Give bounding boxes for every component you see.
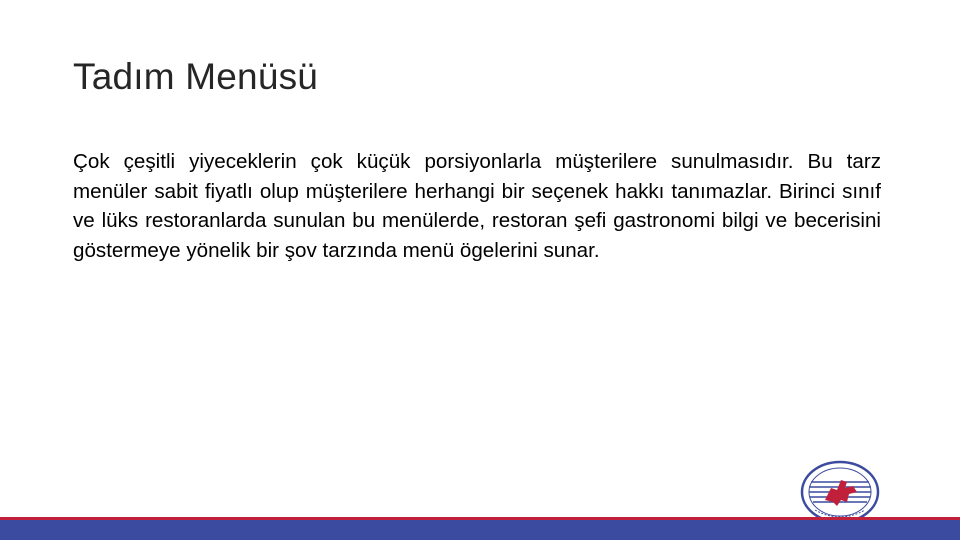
footer-blue-band [0,520,960,540]
university-seal-icon [795,460,885,524]
slide-body-text: Çok çeşitli yiyeceklerin çok küçük porsiyonlarla müşterilere sunulmasıdır. Bu tarz menüler sabit fiyatlı olup müşterilere herhangi bir seçenek hakkı tanımazlar. Birinci sınıf ve lüks restoranlarda sunulan bu menülerde, restoran şefi gastronomi bilgi ve becerisini göstermeye yönelik bir şov tarzında menü ögelerini sunar. [73,150,881,262]
slide-title: Tadım Menüsü [73,56,319,97]
